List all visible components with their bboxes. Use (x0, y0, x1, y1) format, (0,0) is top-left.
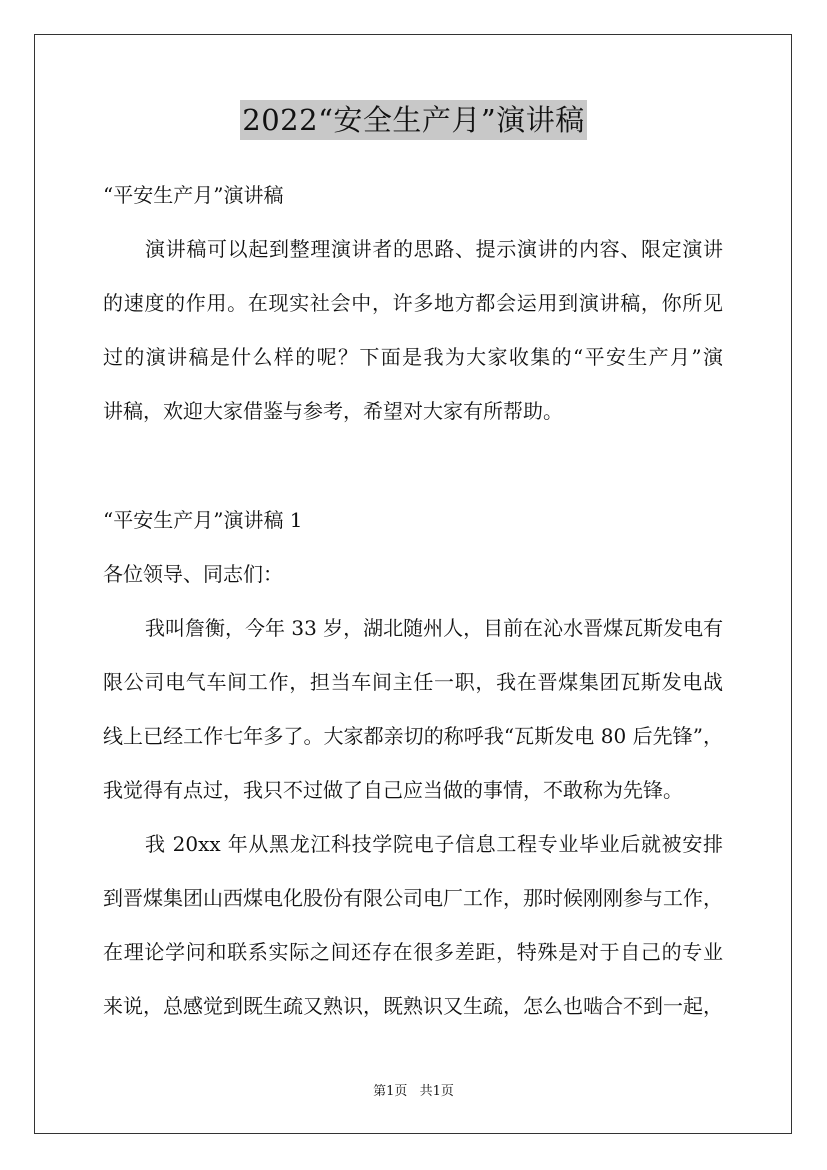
paragraph1-line-1: 我叫詹衡，今年 33 岁，湖北随州人，目前在沁水晋煤瓦斯发电有 (145, 616, 724, 640)
title-container (0, 100, 827, 140)
paragraph1-line-3: 线上已经工作七年多了。大家都亲切的称呼我“瓦斯发电 80 后先锋”， (103, 724, 723, 748)
paragraph2-line-4: 来说，总感觉到既生疏又熟识，既熟识又生疏，怎么也啮合不到一起， (103, 994, 723, 1018)
section-heading: “平安生产月”演讲稿 1 (103, 508, 303, 532)
paragraph2-line-3: 在理论学问和联系实际之间还存在很多差距，特殊是对于自己的专业 (103, 940, 723, 964)
page-footer (0, 1083, 827, 1101)
intro-line-3: 过的演讲稿是什么样的呢？下面是我为大家收集的“平安生产月”演 (103, 345, 723, 369)
intro-line-1: 演讲稿可以起到整理演讲者的思路、提示演讲的内容、限定演讲 (145, 237, 723, 261)
page-total: 共1页 (419, 1084, 454, 1099)
paragraph2-line-2: 到晋煤集团山西煤电化股份有限公司电厂工作，那时候刚刚参与工作， (103, 886, 723, 910)
intro-line-2: 的速度的作用。在现实社会中，许多地方都会运用到演讲稿，你所见 (103, 291, 723, 315)
document-title: 2022“安全生产月”演讲稿 (240, 100, 586, 140)
intro-line-4: 讲稿，欢迎大家借鉴与参考，希望对大家有所帮助。 (103, 399, 563, 423)
page-number: 第1页 (373, 1084, 408, 1099)
paragraph1-line-2: 限公司电气车间工作，担当车间主任一职，我在晋煤集团瓦斯发电战 (103, 670, 723, 694)
document-subtitle: “平安生产月”演讲稿 (103, 183, 284, 207)
paragraph2-line-1: 我 20xx 年从黑龙江科技学院电子信息工程专业毕业后就被安排 (145, 832, 723, 856)
greeting: 各位领导、同志们： (103, 562, 283, 586)
paragraph1-line-4: 我觉得有点过，我只不过做了自己应当做的事情，不敢称为先锋。 (103, 778, 683, 802)
